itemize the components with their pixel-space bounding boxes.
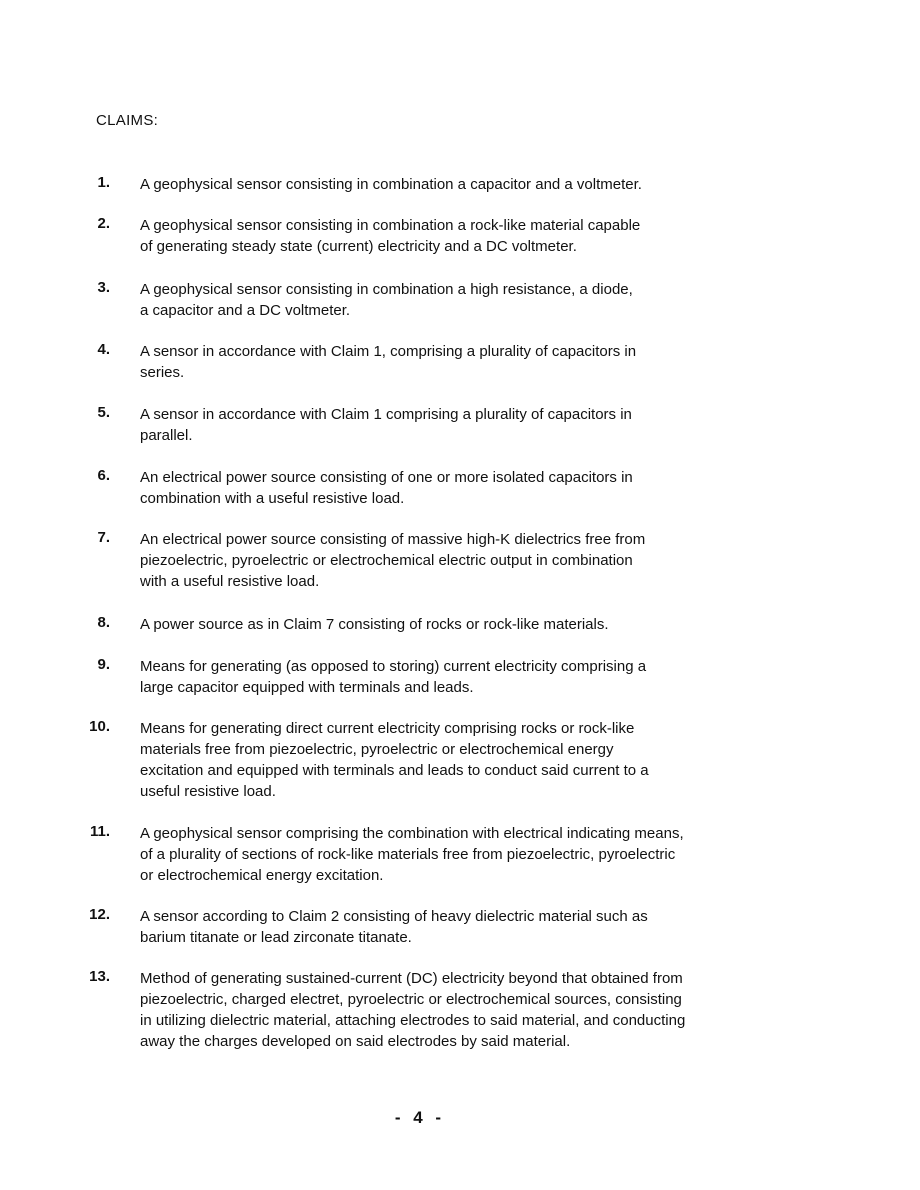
- claim-text: A power source as in Claim 7 consisting of rocks or rock-like materials.: [140, 616, 609, 633]
- claim-number: 2.: [97, 215, 110, 232]
- claim-number: 13.: [89, 968, 110, 985]
- claim-text: A geophysical sensor comprising the combination with electrical indicating means, of a plurality of sections of rock-like materials free from piezoelectric, pyroelectric or electrochemical energy excitation.: [140, 825, 684, 884]
- claim-text: A sensor according to Claim 2 consisting of heavy dielectric material such as barium titanate or lead zirconate titanate.: [140, 908, 648, 946]
- claim-text: An electrical power source consisting of one or more isolated capacitors in combination with a useful resistive load.: [140, 469, 633, 507]
- claim-text: Means for generating (as opposed to storing) current electricity comprising a large capacitor equipped with terminals and leads.: [140, 658, 647, 696]
- claim-number: 9.: [97, 656, 110, 673]
- claim-number: 12.: [89, 906, 110, 923]
- claim-number: 6.: [97, 467, 110, 484]
- claim-number: 8.: [97, 614, 110, 631]
- claim-text: Method of generating sustained-current (DC) electricity beyond that obtained from piezoelectric, charged electret, pyroelectric or electrochemical sources, consisting in utilizing dielectric material, attaching electrodes to said material, and conducting away the charges developed on said electrodes by said material.: [140, 970, 686, 1050]
- claim-number: 4.: [97, 341, 110, 358]
- claim-text: A geophysical sensor consisting in combination a capacitor and a voltmeter.: [140, 176, 642, 193]
- claim-number: 11.: [89, 823, 110, 840]
- claim-number: 1.: [97, 174, 110, 191]
- claim-text: A geophysical sensor consisting in combination a high resistance, a diode, a capacitor and a DC voltmeter.: [140, 281, 633, 319]
- claim-number: 7.: [97, 529, 110, 546]
- claims-heading: CLAIMS:: [96, 112, 159, 129]
- claim-text: A sensor in accordance with Claim 1 comprising a plurality of capacitors in parallel.: [140, 406, 632, 444]
- claim-text: Means for generating direct current electricity comprising rocks or rock-like materials free from piezoelectric, pyroelectric or electrochemical energy excitation and equipped with terminals and leads to conduct said current to a useful resistive load.: [140, 720, 649, 800]
- claim-text: A geophysical sensor consisting in combination a rock-like material capable of generating steady state (current) electricity and a DC voltmeter.: [140, 217, 641, 255]
- claim-text: A sensor in accordance with Claim 1, comprising a plurality of capacitors in series.: [140, 343, 637, 381]
- claim-text: An electrical power source consisting of massive high-K dielectrics free from piezoelectric, pyroelectric or electrochemical electric output in combination with a useful resistive load.: [140, 531, 646, 590]
- claim-number: 3.: [97, 279, 110, 296]
- claim-number: 5.: [97, 404, 110, 421]
- claim-number: 10.: [89, 718, 110, 735]
- page-number: - 4 -: [394, 1108, 446, 1127]
